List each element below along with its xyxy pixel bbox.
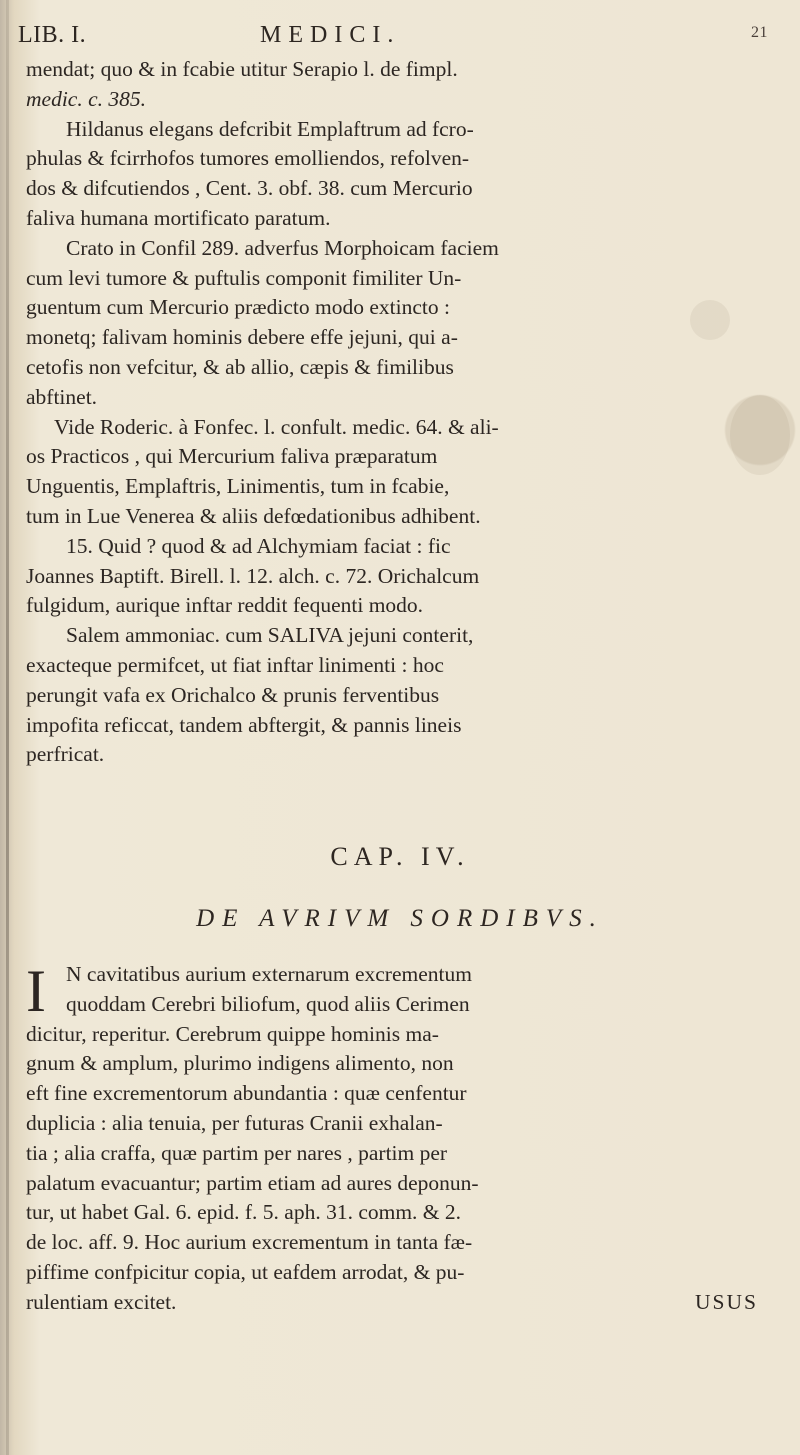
text-line: faliva humana mortificato paratum. [26,205,331,230]
text-line: palatum evacuantur; partim etiam ad aures deponun- [26,1170,479,1195]
text-block-chapter-4 [26,960,776,1318]
text-line: impofita reficcat, tandem abftergit, & pannis lineis [26,712,462,737]
text-line: monetq; falivam hominis debere effe jejuni, qui a- [26,325,458,350]
text-block-section-14-15 [26,55,776,770]
page-number: 21 [751,24,768,41]
text-line: tum in Lue Venerea & aliis defœdationibus adhibent. [26,503,481,528]
text-line: Crato in Confil 289. adverfus Morphoicam faciem [66,235,499,260]
text-line: phulas & fcirrhofos tumores emolliendos, refolven- [26,146,470,171]
chapter-subtitle: DE AVRIVM SORDIBVS. [196,905,604,932]
text-line: dos & difcutiendos , Cent. 3. obf. 38. cum Mercurio [26,176,473,201]
text-line: Unguentis, Emplaftris, Linimentis, tum in fcabie, [26,474,450,499]
text-line: guentum cum Mercurio prædicto modo extincto : [26,295,450,320]
text-line: Joannes Baptift. Birell. l. 12. alch. c. 72. Orichalcum [26,563,480,588]
text-line: medic. c. 385. [26,86,147,111]
text-line: abftinet. [26,384,98,409]
text-line: dicitur, reperitur. Cerebrum quippe hominis ma- [26,1021,439,1046]
text-line: Vide Roderic. à Fonfec. l. confult. medic. 64. & ali- [54,414,499,439]
page-gutter [6,0,9,1455]
final-line-text: rulentiam excitet. [26,1289,177,1314]
chapter-title: CAP. IV. [330,842,470,871]
text-line: N cavitatibus aurium externarum excrementum [66,962,472,986]
text-line: cetofis non vefcitur, & ab allio, cæpis & fimilibus [26,354,454,379]
text-line: Salem ammoniac. cum SALIVA jejuni conterit, [66,623,474,648]
text-line: tia ; alia craffa, quæ partim per nares , partim per [26,1140,448,1165]
drop-cap: I [26,958,46,1024]
catchword: USUS [695,1289,758,1314]
text-line: Hildanus elegans defcribit Emplaftrum ad fcro- [66,116,474,141]
text-line: quoddam Cerebri biliofum, quod aliis Cerimen [66,991,470,1016]
text-line: perfricat. [26,742,105,767]
text-line: duplicia : alia tenuia, per futuras Cranii exhalan- [26,1110,443,1135]
text-line: fulgidum, aurique inftar reddit fequenti modo. [26,593,424,618]
header-book-number: LIB. I. [18,22,87,48]
text-line: mendat; quo & in fcabie utitur Serapio l. de fimpl. [26,57,458,81]
text-line: 15. Quid ? quod & ad Alchymiam faciat : fic [66,533,451,558]
text-line: cum levi tumore & puftulis componit fimiliter Un- [26,265,462,290]
text-line: tur, ut habet Gal. 6. epid. f. 5. aph. 31. comm. & 2. [26,1200,462,1225]
text-line: piffime confpicitur copia, ut eafdem arrodat, & pu- [26,1259,465,1284]
text-line: perungit vafa ex Orichalco & prunis ferventibus [26,682,440,707]
running-header [18,22,778,52]
text-line: os Practicos , qui Mercurium faliva præparatum [26,444,438,469]
text-line: gnum & amplum, plurimo indigens alimento, non [26,1051,454,1076]
text-line: de loc. aff. 9. Hoc aurium excrementum in tanta fæ- [26,1230,473,1255]
text-line: eft fine excrementorum abundantia : quæ cenfentur [26,1081,467,1106]
text-line: exacteque permifcet, ut fiat inftar linimenti : hoc [26,652,444,677]
header-title: MEDICI. [260,22,401,48]
text-line [26,1288,776,1318]
